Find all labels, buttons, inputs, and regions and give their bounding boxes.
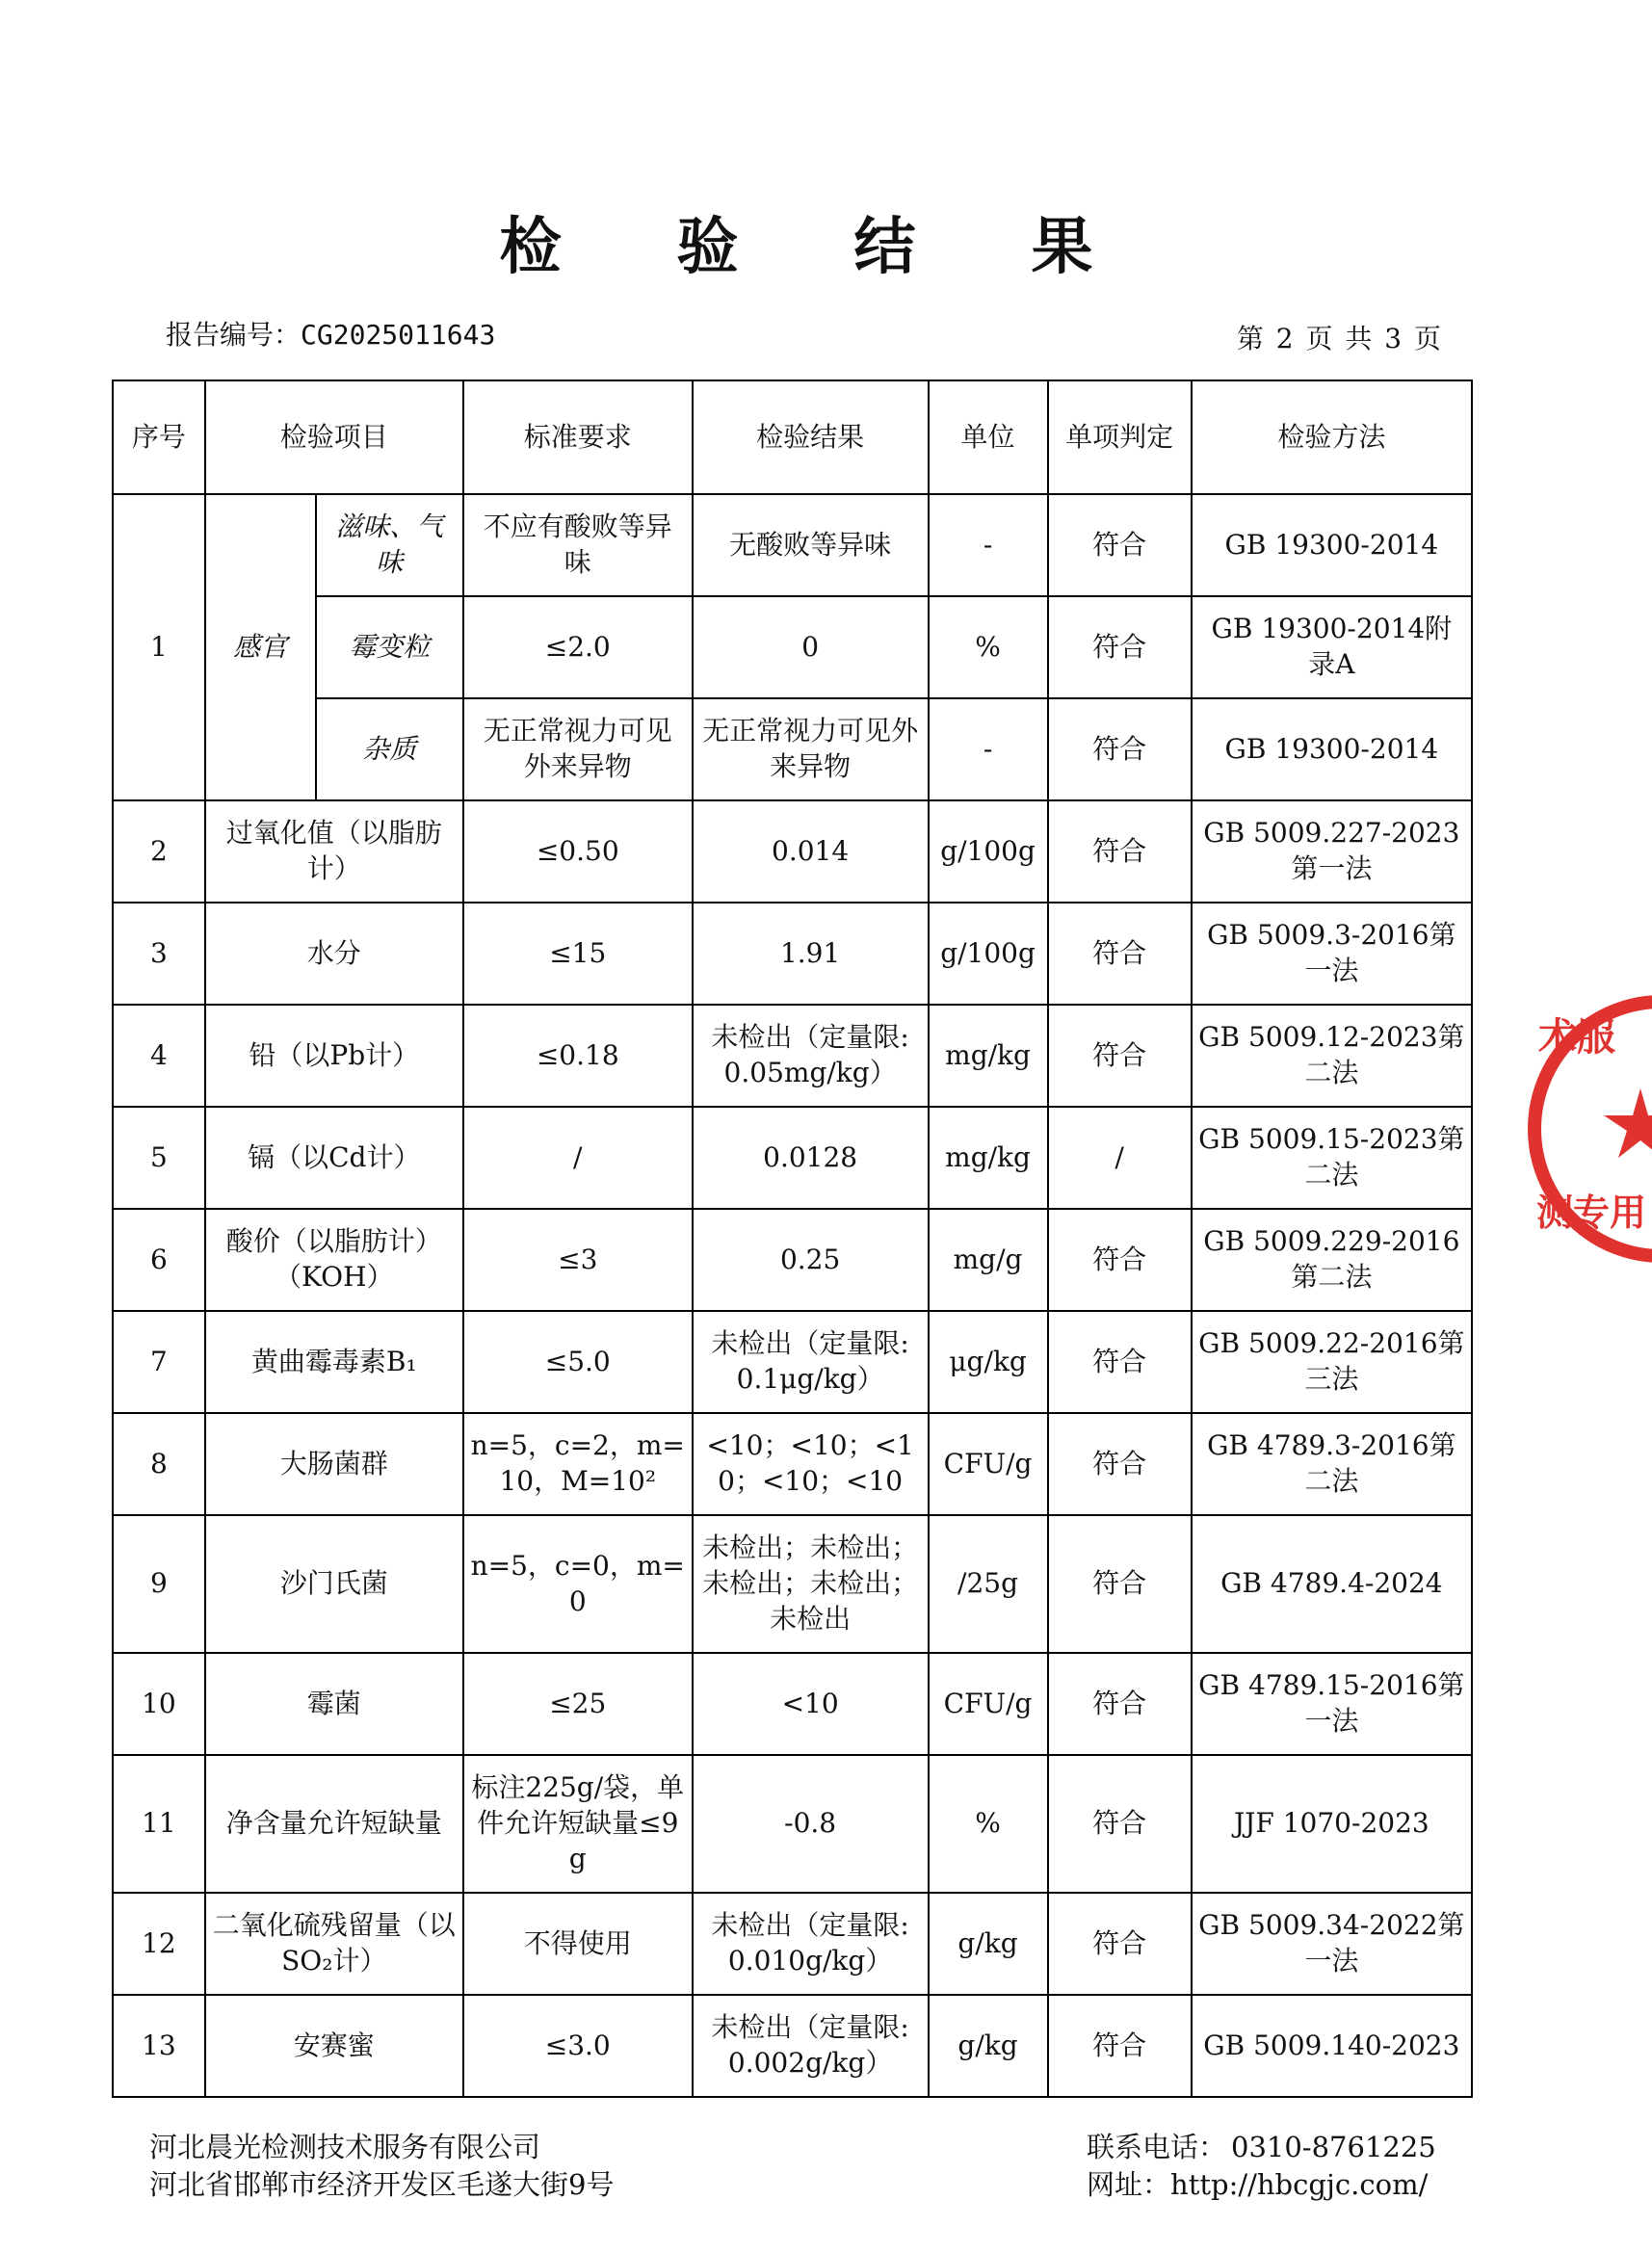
footer-contact-block — [1087, 2129, 1436, 2205]
table-header-row — [113, 380, 1472, 494]
company-address: 河北省邯郸市经济开发区毛遂大街9号 — [149, 2168, 615, 2202]
method: GB 4789.15-2016第一法 — [1192, 1653, 1472, 1755]
unit: - — [929, 494, 1048, 596]
result: -0.8 — [693, 1755, 929, 1893]
unit: g/100g — [929, 903, 1048, 1005]
judgment: 符合 — [1048, 698, 1192, 800]
table-row — [113, 1653, 1472, 1755]
result: 0.25 — [693, 1209, 929, 1311]
row-number: 7 — [113, 1311, 205, 1413]
requirement: ≤3 — [463, 1209, 693, 1311]
method: GB 5009.3-2016第一法 — [1192, 903, 1472, 1005]
table-row — [113, 1515, 1472, 1653]
table-row — [113, 800, 1472, 903]
judgment: 符合 — [1048, 1893, 1192, 1995]
results-table — [112, 380, 1473, 2098]
unit: mg/kg — [929, 1107, 1048, 1209]
method: GB 4789.4-2024 — [1192, 1515, 1472, 1653]
method: GB 5009.140-2023 — [1192, 1995, 1472, 2097]
sub-item: 杂质 — [316, 698, 463, 800]
result: <10；<10；<10；<10；<10 — [693, 1413, 929, 1515]
table-row — [113, 1995, 1472, 2097]
judgment: 符合 — [1048, 1995, 1192, 2097]
requirement: 不应有酸败等异味 — [463, 494, 693, 596]
unit: mg/kg — [929, 1005, 1048, 1107]
item-name: 酸价（以脂肪计）（KOH） — [205, 1209, 463, 1311]
row-number: 1 — [113, 494, 205, 800]
requirement: ≤25 — [463, 1653, 693, 1755]
unit: g/100g — [929, 800, 1048, 903]
item-name: 铅（以Pb计） — [205, 1005, 463, 1107]
row-number: 11 — [113, 1755, 205, 1893]
result: 未检出（定量限:0.010g/kg） — [693, 1893, 929, 1995]
table-body — [113, 800, 1472, 2097]
result: 未检出（定量限:0.1μg/kg） — [693, 1311, 929, 1413]
judgment: 符合 — [1048, 1005, 1192, 1107]
table-row — [113, 1005, 1472, 1107]
unit: g/kg — [929, 1893, 1048, 1995]
method: GB 5009.229-2016第二法 — [1192, 1209, 1472, 1311]
method: GB 4789.3-2016第二法 — [1192, 1413, 1472, 1515]
title-char: 果 — [1031, 212, 1151, 283]
result: 0.014 — [693, 800, 929, 903]
result: 0.0128 — [693, 1107, 929, 1209]
result: <10 — [693, 1653, 929, 1755]
row-number: 2 — [113, 800, 205, 903]
unit: - — [929, 698, 1048, 800]
requirement: / — [463, 1107, 693, 1209]
official-seal-icon — [1527, 984, 1652, 1273]
header-cell: 检验结果 — [693, 380, 929, 494]
row-number: 10 — [113, 1653, 205, 1755]
judgment: 符合 — [1048, 1755, 1192, 1893]
item-name: 净含量允许短缺量 — [205, 1755, 463, 1893]
method: GB 5009.34-2022第一法 — [1192, 1893, 1472, 1995]
judgment: 符合 — [1048, 1653, 1192, 1755]
table-row — [113, 494, 1472, 596]
header-cell: 检验方法 — [1192, 380, 1472, 494]
page-info: 第 2 页 共 3 页 — [1236, 323, 1443, 354]
method: GB 5009.227-2023第一法 — [1192, 800, 1472, 903]
judgment: / — [1048, 1107, 1192, 1209]
row-number: 3 — [113, 903, 205, 1005]
method: GB 19300-2014 — [1192, 698, 1472, 800]
header-cell: 序号 — [113, 380, 205, 494]
svg-text:术服: 术服 — [1538, 1015, 1615, 1060]
report-number-value: CG2025011643 — [301, 319, 496, 351]
row-number: 12 — [113, 1893, 205, 1995]
result: 未检出；未检出；未检出；未检出；未检出 — [693, 1515, 929, 1653]
judgment: 符合 — [1048, 1209, 1192, 1311]
header-cell: 单位 — [929, 380, 1048, 494]
item-name: 镉（以Cd计） — [205, 1107, 463, 1209]
judgment: 符合 — [1048, 494, 1192, 596]
table-row — [113, 596, 1472, 698]
requirement: 不得使用 — [463, 1893, 693, 1995]
requirement: ≤15 — [463, 903, 693, 1005]
header-cell: 单项判定 — [1048, 380, 1192, 494]
requirement: ≤0.50 — [463, 800, 693, 903]
unit: % — [929, 596, 1048, 698]
title-char: 检 — [499, 212, 619, 283]
judgment: 符合 — [1048, 800, 1192, 903]
judgment: 符合 — [1048, 596, 1192, 698]
method: JJF 1070-2023 — [1192, 1755, 1472, 1893]
requirement: ≤3.0 — [463, 1995, 693, 2097]
website-link[interactable]: http://hbcgjc.com/ — [1170, 2168, 1429, 2202]
title-char: 结 — [853, 212, 974, 283]
result: 未检出（定量限:0.05mg/kg） — [693, 1005, 929, 1107]
method: GB 19300-2014附录A — [1192, 596, 1472, 698]
row-number: 6 — [113, 1209, 205, 1311]
item-name: 黄曲霉毒素B₁ — [205, 1311, 463, 1413]
sub-item: 霉变粒 — [316, 596, 463, 698]
row-number: 4 — [113, 1005, 205, 1107]
svg-text:测专用: 测专用 — [1536, 1191, 1647, 1234]
judgment: 符合 — [1048, 1311, 1192, 1413]
requirement: n=5，c=2，m=10，M=10² — [463, 1413, 693, 1515]
method: GB 5009.12-2023第二法 — [1192, 1005, 1472, 1107]
title-char: 验 — [676, 212, 797, 283]
table-row — [113, 1413, 1472, 1515]
phone-label: 联系电话： — [1087, 2131, 1227, 2163]
result: 无正常视力可见外来异物 — [693, 698, 929, 800]
requirement: 无正常视力可见外来异物 — [463, 698, 693, 800]
requirement: ≤0.18 — [463, 1005, 693, 1107]
requirement: n=5，c=0，m=0 — [463, 1515, 693, 1653]
page-title — [0, 197, 1592, 286]
item-group: 感官 — [205, 494, 316, 800]
method: GB 5009.15-2023第二法 — [1192, 1107, 1472, 1209]
result: 1.91 — [693, 903, 929, 1005]
unit: /25g — [929, 1515, 1048, 1653]
company-name: 河北晨光检测技术服务有限公司 — [149, 2131, 541, 2163]
row-number: 5 — [113, 1107, 205, 1209]
phone-number: 0310-8761225 — [1231, 2131, 1436, 2163]
unit: % — [929, 1755, 1048, 1893]
table-row — [113, 1107, 1472, 1209]
report-number — [166, 314, 495, 353]
row-number: 9 — [113, 1515, 205, 1653]
requirement: 标注225g/袋，单件允许短缺量≤9g — [463, 1755, 693, 1893]
unit: μg/kg — [929, 1311, 1048, 1413]
row-number: 8 — [113, 1413, 205, 1515]
unit: g/kg — [929, 1995, 1048, 2097]
table-row — [113, 698, 1472, 800]
result: 未检出（定量限:0.002g/kg） — [693, 1995, 929, 2097]
judgment: 符合 — [1048, 903, 1192, 1005]
header-cell: 标准要求 — [463, 380, 693, 494]
requirement: ≤2.0 — [463, 596, 693, 698]
item-name: 大肠菌群 — [205, 1413, 463, 1515]
requirement: ≤5.0 — [463, 1311, 693, 1413]
website-label: 网址： — [1087, 2168, 1171, 2202]
table-row — [113, 1311, 1472, 1413]
judgment: 符合 — [1048, 1515, 1192, 1653]
item-name: 霉菌 — [205, 1653, 463, 1755]
footer-company-block — [149, 2129, 614, 2205]
item-name: 过氧化值（以脂肪计） — [205, 800, 463, 903]
table-row — [113, 1209, 1472, 1311]
method: GB 19300-2014 — [1192, 494, 1472, 596]
unit: CFU/g — [929, 1413, 1048, 1515]
table-row — [113, 1893, 1472, 1995]
table-row — [113, 1755, 1472, 1893]
result: 0 — [693, 596, 929, 698]
report-number-label: 报告编号： — [166, 319, 302, 351]
item-name: 安赛蜜 — [205, 1995, 463, 2097]
unit: CFU/g — [929, 1653, 1048, 1755]
row-number: 13 — [113, 1995, 205, 2097]
item-name: 水分 — [205, 903, 463, 1005]
method: GB 5009.22-2016第三法 — [1192, 1311, 1472, 1413]
item-name: 沙门氏菌 — [205, 1515, 463, 1653]
result: 无酸败等异味 — [693, 494, 929, 596]
sub-item: 滋味、气味 — [316, 494, 463, 596]
header-cell: 检验项目 — [205, 380, 463, 494]
judgment: 符合 — [1048, 1413, 1192, 1515]
item-name: 二氧化硫残留量（以SO₂计） — [205, 1893, 463, 1995]
unit: mg/g — [929, 1209, 1048, 1311]
table-row — [113, 903, 1472, 1005]
